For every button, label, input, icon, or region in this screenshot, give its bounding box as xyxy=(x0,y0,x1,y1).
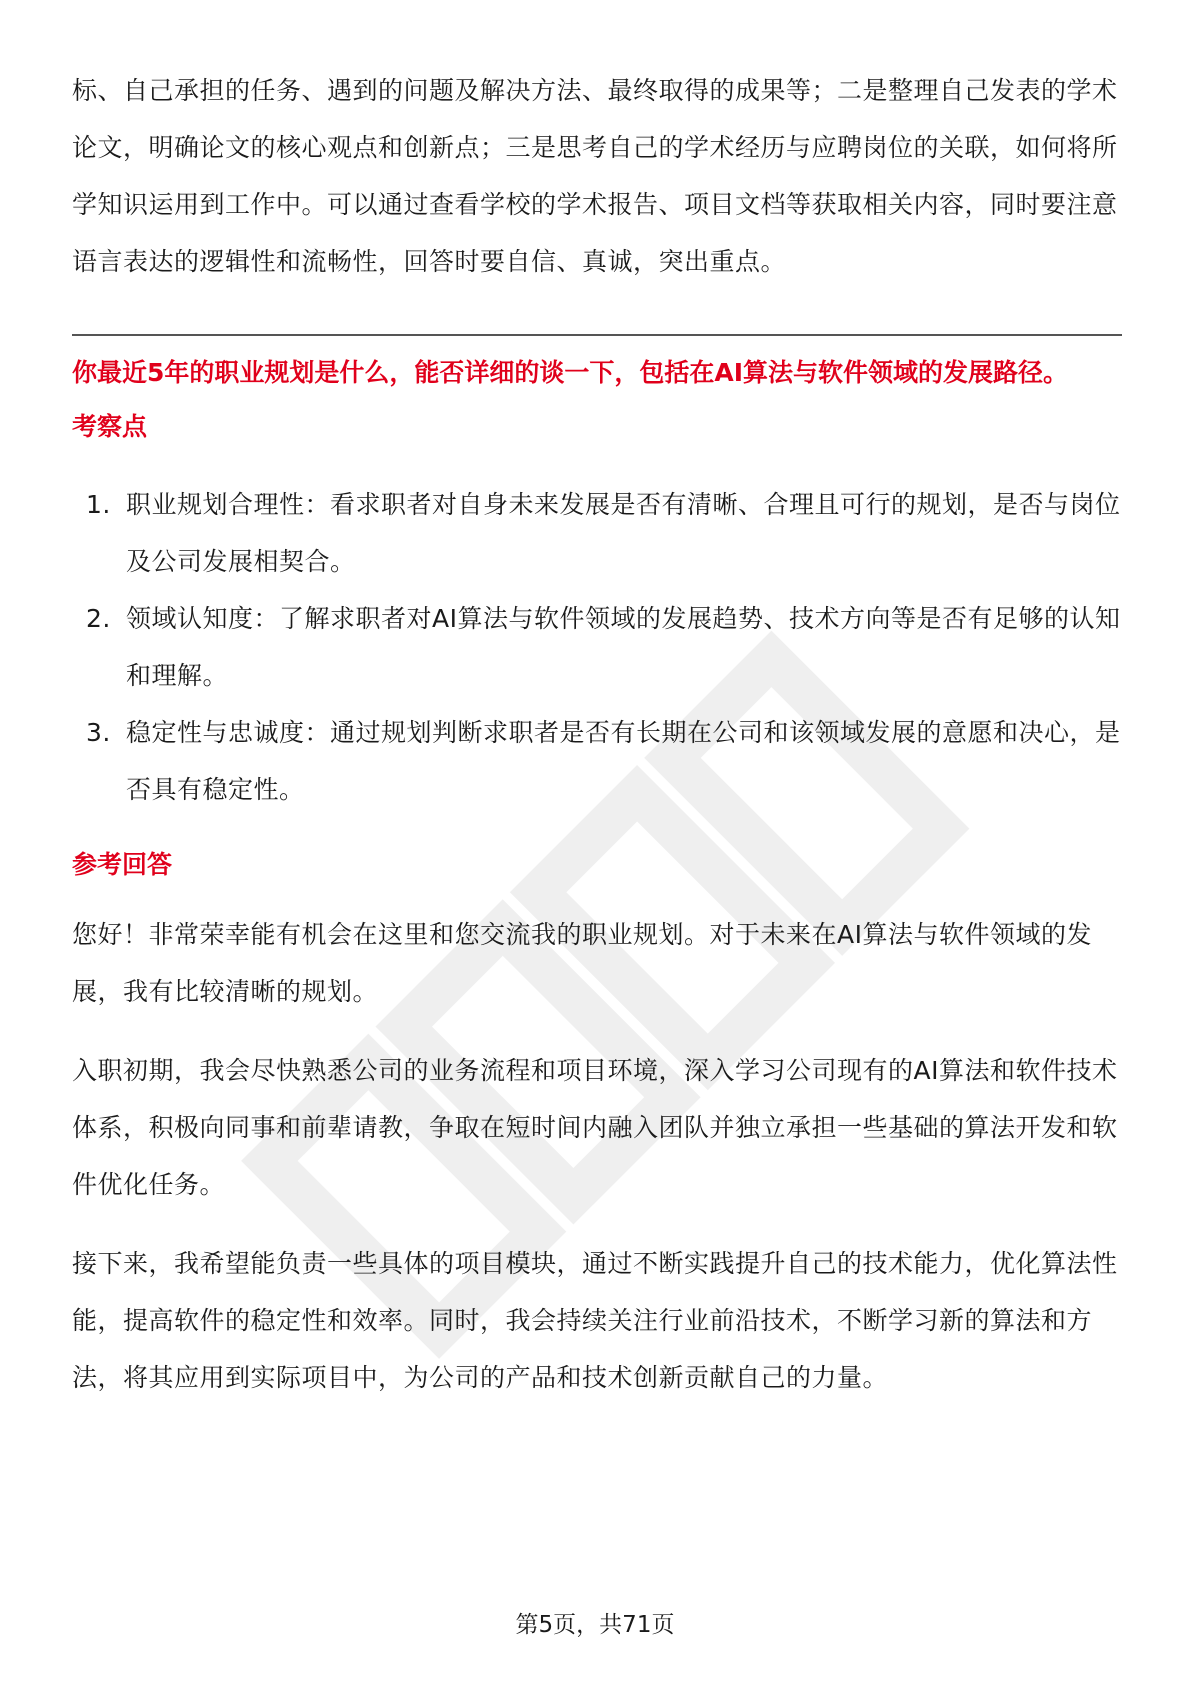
key-points-list xyxy=(72,476,1122,818)
intro-paragraph: 标、自己承担的任务、遇到的问题及解决方法、最终取得的成果等；二是整理自己发表的学术论文，明确论文的核心观点和创新点；三是思考自己的学术经历与应聘岗位的关联，如何将所学知识运用到工作中。可以通过查看学校的学术报告、项目文档等获取相关内容，同时要注意语言表达的逻辑性和流畅性，回答时要自信、真诚，突出重点。 xyxy=(72,76,1118,276)
list-item xyxy=(72,704,1122,818)
list-item xyxy=(72,590,1122,704)
list-item-number: 2. xyxy=(86,604,111,633)
list-item-text: 稳定性与忠诚度：通过规划判断求职者是否有长期在公司和该领域发展的意愿和决心，是否具有稳定性。 xyxy=(126,718,1121,804)
list-item-number: 1. xyxy=(86,490,111,519)
page-number-footer: 第5页，共71页 xyxy=(515,1612,675,1638)
document-page xyxy=(72,62,1122,1406)
list-item-text: 职业规划合理性：看求职者对自身未来发展是否有清晰、合理且可行的规划，是否与岗位及公司发展相契合。 xyxy=(126,490,1121,576)
key-points-heading: 考察点 xyxy=(72,412,148,441)
answer-heading: 参考回答 xyxy=(72,850,173,879)
question-title: 你最近5年的职业规划是什么，能否详细的谈一下，包括在AI算法与软件领域的发展路径。 xyxy=(72,358,1069,387)
answer-paragraph: 入职初期，我会尽快熟悉公司的业务流程和项目环境，深入学习公司现有的AI算法和软件技术体系，积极向同事和前辈请教，争取在短时间内融入团队并独立承担一些基础的算法开发和软件优化任务。 xyxy=(72,1056,1118,1199)
list-item-text: 领域认知度：了解求职者对AI算法与软件领域的发展趋势、技术方向等是否有足够的认知和理解。 xyxy=(126,604,1121,690)
list-item-number: 3. xyxy=(86,718,111,747)
answer-paragraph: 接下来，我希望能负责一些具体的项目模块，通过不断实践提升自己的技术能力，优化算法性能，提高软件的稳定性和效率。同时，我会持续关注行业前沿技术，不断学习新的算法和方法，将其应用到实际项目中，为公司的产品和技术创新贡献自己的力量。 xyxy=(72,1249,1118,1392)
section-divider xyxy=(72,334,1122,336)
list-item xyxy=(72,476,1122,590)
answer-paragraph: 您好！非常荣幸能有机会在这里和您交流我的职业规划。对于未来在AI算法与软件领域的发展，我有比较清晰的规划。 xyxy=(72,920,1092,1006)
